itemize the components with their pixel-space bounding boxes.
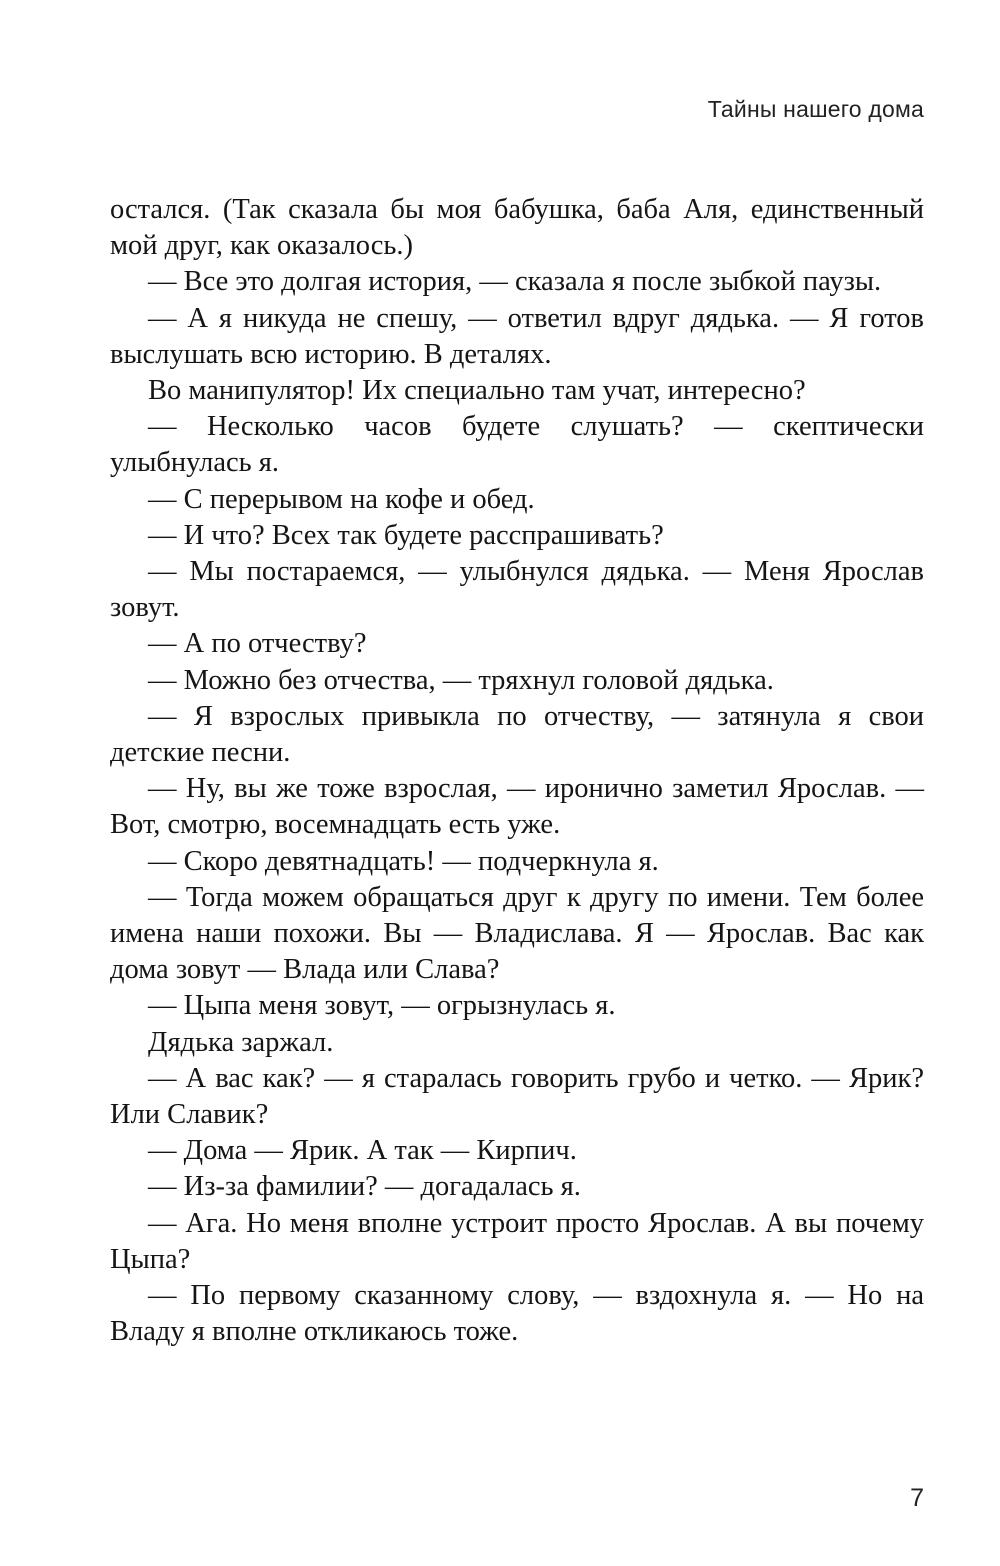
paragraph: — Цыпа меня зовут, — огрызнулась я.	[148, 990, 616, 1022]
paragraph: — Тогда можем обращаться друг к другу по имени. Тем более имена наши похожи. Вы — Владислава. Я — Ярослав. Вас как дома зовут — Влада или Слава?	[110, 881, 924, 986]
paragraph-continuation: остался. (Так сказала бы моя бабушка, баба Аля, единственный мой друг, как оказалось.)	[110, 194, 924, 262]
paragraph: — А по отчеству?	[148, 628, 367, 660]
paragraph: — Я взрослых привыкла по отчеству, — затянула я свои детские песни.	[110, 700, 924, 769]
paragraph: — И что? Всех так будете расспрашивать?	[148, 519, 664, 551]
paragraph: — Ага. Но меня вполне устроит просто Ярослав. А вы почему Цыпа?	[110, 1207, 924, 1275]
paragraph: — А я никуда не спешу, — ответил вдруг дядька. — Я готов выслушать всю историю. В деталях.	[110, 302, 924, 370]
paragraph: — Ну, вы же тоже взрослая, — иронично заметил Ярослав. — Вот, смотрю, восемнадцать есть уже.	[110, 773, 924, 841]
paragraph: — Можно без отчества, — тряхнул головой дядька.	[148, 664, 774, 696]
paragraph: — Несколько часов будете слушать? — скептически улыбнулась я.	[110, 411, 924, 479]
paragraph: — А вас как? — я старалась говорить грубо и четко. — Ярик? Или Славик?	[110, 1062, 924, 1131]
paragraph: Дядька заржал.	[148, 1026, 334, 1058]
paragraph: Во манипулятор! Их специально там учат, интересно?	[148, 375, 806, 407]
paragraph: — Скоро девятнадцать! — подчеркнула я.	[148, 845, 659, 877]
paragraph: — Из-за фамилии? — догадалась я.	[148, 1171, 581, 1203]
running-header-title: Тайны нашего дома	[707, 96, 924, 122]
paragraph: — Все это долгая история, — сказала я после зыбкой паузы.	[148, 266, 882, 298]
page-number: 7	[910, 1484, 924, 1512]
paragraph: — Дома — Ярик. А так — Кирпич.	[148, 1135, 577, 1167]
paragraph: — С перерывом на кофе и обед.	[148, 483, 535, 515]
paragraph: — По первому сказанному слову, — вздохнула я. — Но на Владу я вполне откликаюсь тоже.	[110, 1280, 924, 1348]
paragraph: — Мы постараемся, — улыбнулся дядька. — Меня Ярослав зовут.	[110, 556, 924, 624]
body-text	[110, 192, 924, 1351]
